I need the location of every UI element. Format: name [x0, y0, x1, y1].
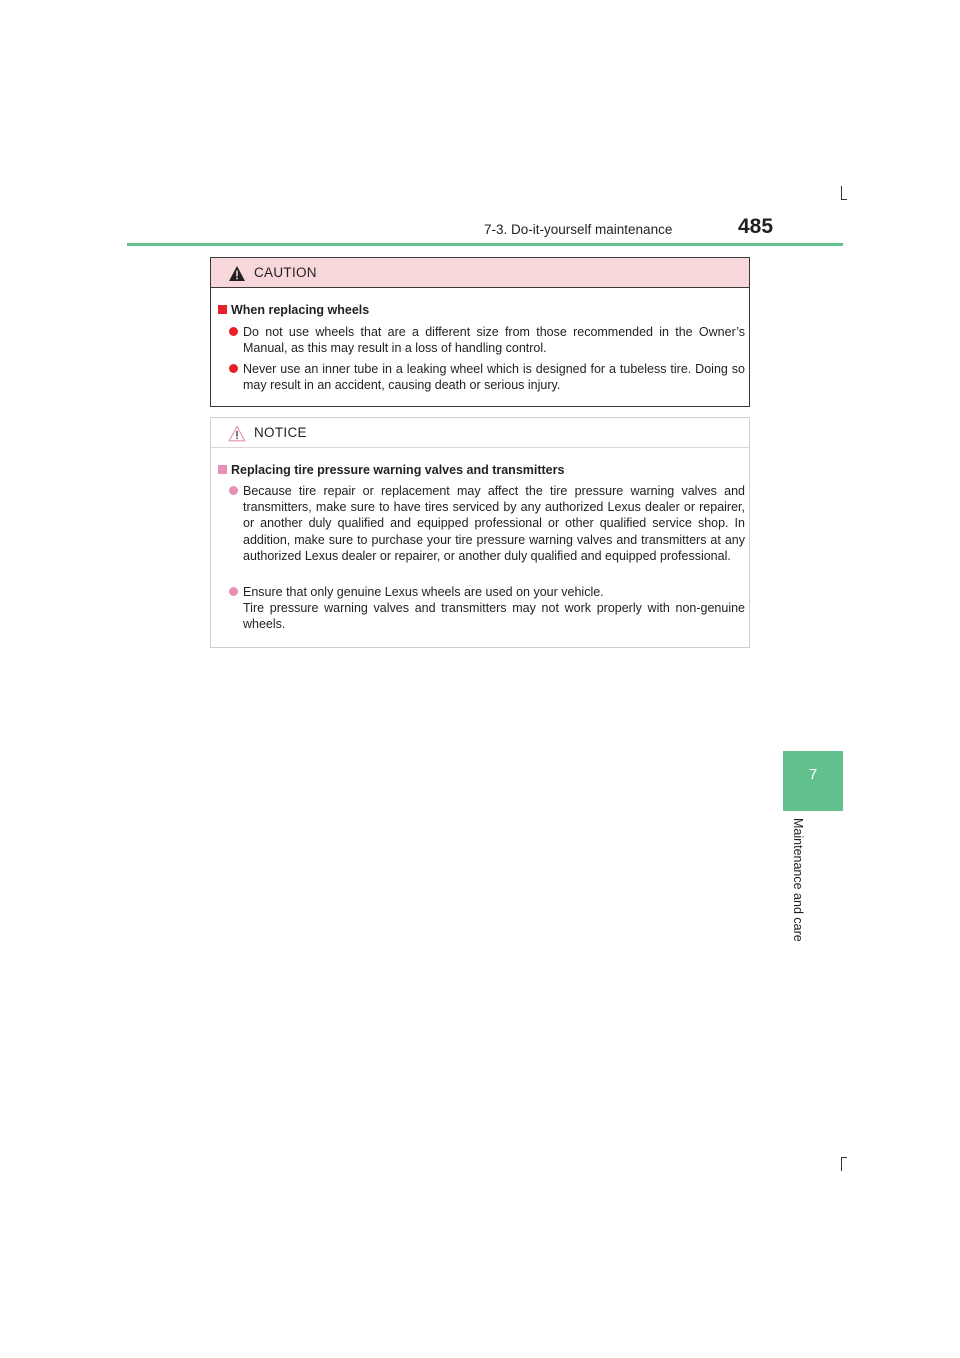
circle-bullet-icon	[229, 587, 238, 596]
caution-bullet-text: Never use an inner tube in a leaking wheel which is designed for a tubeless tire. Doing so may result in an accident, causing death or serious injury.	[243, 362, 745, 393]
notice-bullet-text: Ensure that only genuine Lexus wheels are used on your vehicle.	[243, 585, 604, 599]
caution-bullet	[229, 324, 745, 356]
square-bullet-icon	[218, 305, 227, 314]
notice-header	[211, 418, 749, 448]
warning-triangle-icon	[228, 265, 246, 282]
notice-heading	[218, 463, 564, 477]
circle-bullet-icon	[229, 327, 238, 336]
crop-mark-bottom-tick	[841, 1157, 847, 1158]
caution-title: CAUTION	[254, 265, 317, 280]
caution-bullet-text: Do not use wheels that are a different size from those recommended in the Owner’s Manual, as this may result in a loss of handling control.	[243, 325, 745, 356]
notice-box	[210, 417, 750, 648]
caution-header	[211, 258, 749, 288]
chapter-tab	[783, 751, 843, 811]
notice-bullet	[229, 584, 745, 633]
section-title: 7-3. Do-it-yourself maintenance	[484, 222, 673, 237]
square-bullet-icon	[218, 465, 227, 474]
notice-heading-text: Replacing tire pressure warning valves and transmitters	[231, 463, 565, 477]
chapter-number: 7	[808, 766, 818, 783]
header-rule	[127, 243, 843, 246]
caution-bullet	[229, 361, 745, 393]
caution-heading	[218, 303, 369, 317]
crop-mark-top-tick	[841, 199, 847, 200]
notice-bullet-text-cont: Tire pressure warning valves and transmitters may not work properly with non-genuine wheels.	[243, 601, 745, 632]
page-number: 485	[738, 215, 774, 238]
notice-title: NOTICE	[254, 425, 307, 440]
circle-bullet-icon	[229, 486, 238, 495]
crop-mark-bottom	[841, 1157, 842, 1171]
caution-box	[210, 257, 750, 407]
circle-bullet-icon	[229, 364, 238, 373]
chapter-label: Maintenance and care	[791, 818, 805, 942]
notice-bullet	[229, 483, 745, 564]
caution-heading-text: When replacing wheels	[231, 303, 370, 317]
warning-triangle-outline-icon	[228, 425, 246, 442]
crop-mark-top	[841, 186, 842, 200]
notice-bullet-text: Because tire repair or replacement may affect the tire pressure warning valves and transmitters, make sure to have tires serviced by any authorized Lexus dealer or repairer, or another duly qualified and equipped professional or other qualified service shop. In addition, make sure to purchase your tire pressure warning valves and transmitters at any authorized Lexus dealer or repairer, or another duly qualified and equipped professional.	[243, 484, 745, 563]
